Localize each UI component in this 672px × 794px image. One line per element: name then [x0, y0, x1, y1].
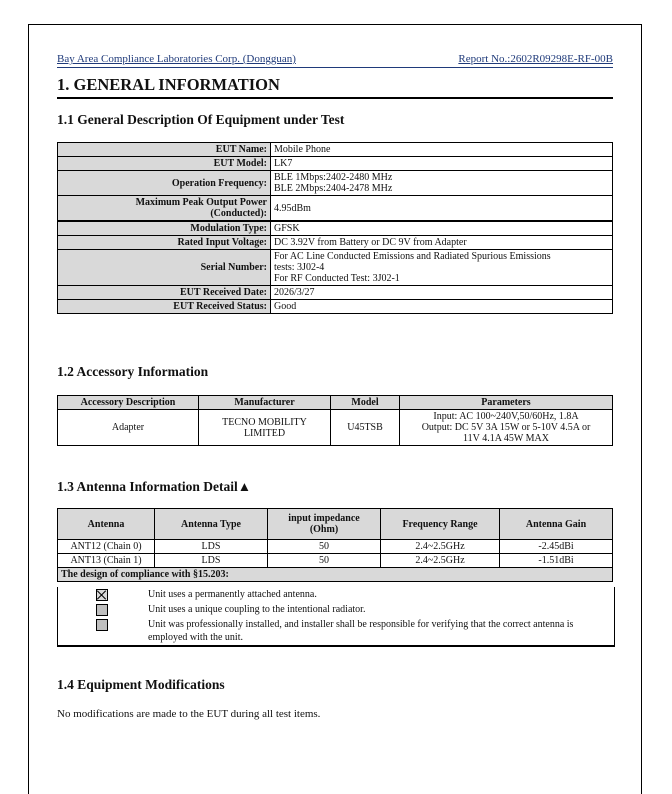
column-header: Manufacturer: [199, 396, 331, 410]
field-label: Serial Number:: [58, 250, 271, 286]
field-label: EUT Model:: [58, 157, 271, 171]
column-header: Antenna Gain: [500, 509, 613, 540]
table-row: [58, 286, 613, 300]
report-number: Report No.:2602R09298E-RF-00B: [458, 53, 613, 65]
unchecked-box-icon[interactable]: [96, 619, 108, 631]
table-row: [58, 157, 613, 171]
value-line: BLE 2Mbps:2404-2478 MHz: [274, 183, 393, 194]
table-row: [58, 250, 613, 286]
column-header: Antenna Type: [155, 509, 268, 540]
field-value: LK7: [271, 157, 613, 171]
field-label: EUT Received Status:: [58, 300, 271, 314]
check-label: Unit uses a unique coupling to the intentional radiator.: [148, 604, 366, 615]
accessory-parameters: [400, 410, 613, 446]
column-header: Frequency Range: [381, 509, 500, 540]
checked-box-icon[interactable]: [96, 589, 108, 601]
table-row: [58, 410, 613, 446]
field-label: Modulation Type:: [58, 221, 271, 236]
value-line: BLE 1Mbps:2402-2480 MHz: [274, 172, 393, 183]
antenna-frequency: 2.4~2.5GHz: [381, 554, 500, 568]
value-line: 11V 4.1A 45W MAX: [463, 433, 549, 444]
field-value: 2026/3/27: [271, 286, 613, 300]
field-value: 4.95dBm: [271, 196, 613, 222]
antenna-impedance: 50: [268, 540, 381, 554]
column-header: Model: [331, 396, 400, 410]
field-value: Mobile Phone: [271, 143, 613, 157]
antenna-name: ANT12 (Chain 0): [58, 540, 155, 554]
table-row: [58, 143, 613, 157]
value-line: For AC Line Conducted Emissions and Radiated Spurious Emissions: [274, 251, 551, 262]
antenna-gain: -2.45dBi: [500, 540, 613, 554]
table-row: [58, 196, 613, 222]
antenna-type: LDS: [155, 554, 268, 568]
accessory-table: [57, 395, 613, 446]
antenna-name: ANT13 (Chain 1): [58, 554, 155, 568]
table-row: [58, 221, 613, 236]
accessory-heading: 1.2 Accessory Information: [57, 364, 209, 379]
company-name: Bay Area Compliance Laboratories Corp. (Dongguan): [57, 53, 296, 65]
header-line: (Ohm): [309, 524, 339, 535]
antenna-impedance: 50: [268, 554, 381, 568]
column-header: [268, 509, 381, 540]
field-value: [271, 171, 613, 196]
report-header: [57, 53, 613, 68]
table-header-row: [58, 509, 613, 540]
value-line: tests: 3J02-4: [274, 262, 325, 273]
field-value: DC 3.92V from Battery or DC 9V from Adapter: [271, 236, 613, 250]
check-row: [58, 602, 614, 617]
table-row: [58, 236, 613, 250]
antenna-table: [57, 508, 613, 582]
column-header: Parameters: [400, 396, 613, 410]
table-header-row: [58, 396, 613, 410]
field-label: EUT Received Date:: [58, 286, 271, 300]
field-label: [58, 196, 271, 222]
field-value: [271, 250, 613, 286]
field-value: GFSK: [271, 221, 613, 236]
check-row: [58, 617, 614, 645]
field-label: EUT Name:: [58, 143, 271, 157]
check-label: Unit was professionally installed, and installer shall be responsible for verifying that the correct antenna is employed with the unit.: [148, 619, 574, 643]
check-label: Unit uses a permanently attached antenna.: [148, 589, 317, 600]
eut-table: [57, 142, 613, 314]
accessory-desc: Adapter: [58, 410, 199, 446]
table-row: [58, 554, 613, 568]
modifications-heading: 1.4 Equipment Modifications: [57, 677, 225, 692]
value-line: Input: AC 100~240V,50/60Hz, 1.8A: [433, 411, 579, 422]
modifications-text: No modifications are made to the EUT during all test items.: [57, 708, 321, 720]
table-row: [58, 300, 613, 314]
design-compliance-header: The design of compliance with §15.203:: [58, 568, 613, 582]
label-line: (Conducted):: [210, 208, 267, 219]
value-line: Output: DC 5V 3A 15W or 5-10V 4.5A or: [421, 422, 591, 433]
table-row: [58, 540, 613, 554]
accessory-manufacturer: [199, 410, 331, 446]
column-header: Antenna: [58, 509, 155, 540]
antenna-frequency: 2.4~2.5GHz: [381, 540, 500, 554]
table-row: [58, 568, 613, 582]
accessory-model: U45TSB: [331, 410, 400, 446]
value-line: LIMITED: [243, 427, 286, 439]
field-label: Operation Frequency:: [58, 171, 271, 196]
check-row: [58, 587, 614, 602]
antenna-heading: 1.3 Antenna Information Detail▲: [57, 479, 252, 494]
value-line: TECNO MOBILITY: [222, 416, 307, 428]
table-row: [58, 171, 613, 196]
field-label: Rated Input Voltage:: [58, 236, 271, 250]
unchecked-box-icon[interactable]: [96, 604, 108, 616]
header-line: input impedance: [288, 513, 360, 524]
antenna-type: LDS: [155, 540, 268, 554]
compliance-checklist: [57, 587, 615, 647]
label-line: Maximum Peak Output Power: [135, 197, 267, 208]
column-header: Accessory Description: [58, 396, 199, 410]
antenna-gain: -1.51dBi: [500, 554, 613, 568]
eut-description-heading: 1.1 General Description Of Equipment under Test: [57, 112, 345, 127]
value-line: For RF Conducted Test: 3J02-1: [274, 273, 400, 284]
field-value: Good: [271, 300, 613, 314]
section-title: 1. GENERAL INFORMATION: [57, 75, 613, 99]
